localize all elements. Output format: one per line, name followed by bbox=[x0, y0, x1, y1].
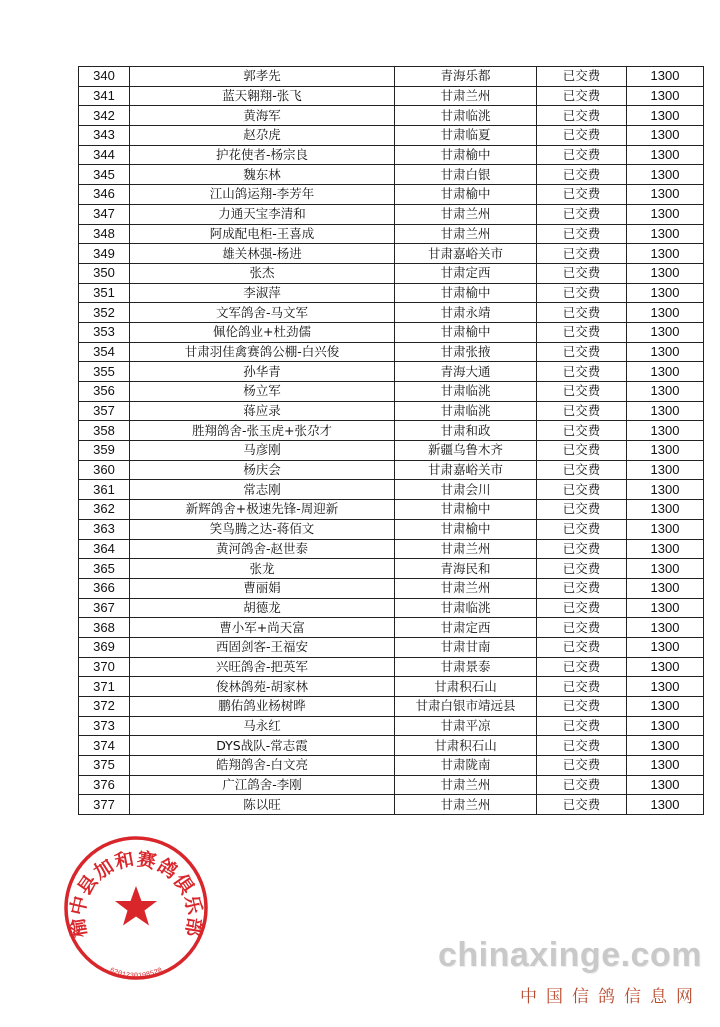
cell-fee-amount: 1300 bbox=[627, 145, 704, 165]
cell-row-number: 351 bbox=[79, 283, 130, 303]
cell-payment-status: 已交费 bbox=[537, 598, 627, 618]
cell-region: 甘肃会川 bbox=[395, 480, 537, 500]
cell-fee-amount: 1300 bbox=[627, 126, 704, 146]
cell-region: 甘肃兰州 bbox=[395, 578, 537, 598]
cell-fee-amount: 1300 bbox=[627, 637, 704, 657]
table-row bbox=[79, 736, 704, 756]
table-row bbox=[79, 480, 704, 500]
watermark-site-name: 中国信鸽信息网 bbox=[520, 987, 702, 1007]
cell-fee-amount: 1300 bbox=[627, 618, 704, 638]
cell-region: 甘肃积石山 bbox=[395, 677, 537, 697]
cell-region: 甘肃甘南 bbox=[395, 637, 537, 657]
cell-row-number: 373 bbox=[79, 716, 130, 736]
cell-region: 甘肃临夏 bbox=[395, 126, 537, 146]
cell-region: 甘肃积石山 bbox=[395, 736, 537, 756]
cell-member-name: 杨立军 bbox=[130, 382, 395, 402]
cell-row-number: 359 bbox=[79, 441, 130, 461]
table-row bbox=[79, 283, 704, 303]
table-row bbox=[79, 382, 704, 402]
table-row bbox=[79, 677, 704, 697]
cell-fee-amount: 1300 bbox=[627, 598, 704, 618]
table-row bbox=[79, 441, 704, 461]
cell-region: 青海乐都 bbox=[395, 67, 537, 87]
cell-fee-amount: 1300 bbox=[627, 500, 704, 520]
seal-code: 6201230108520 bbox=[108, 966, 164, 981]
cell-region: 甘肃兰州 bbox=[395, 539, 537, 559]
table-row bbox=[79, 204, 704, 224]
cell-row-number: 349 bbox=[79, 244, 130, 264]
table-row bbox=[79, 145, 704, 165]
cell-row-number: 369 bbox=[79, 637, 130, 657]
cell-payment-status: 已交费 bbox=[537, 736, 627, 756]
seal-club-name: 榆中县加和赛鸽俱乐部 bbox=[66, 848, 206, 940]
cell-region: 甘肃张掖 bbox=[395, 342, 537, 362]
cell-member-name: 皓翔鸽舍-白文亮 bbox=[130, 756, 395, 776]
cell-region: 青海民和 bbox=[395, 559, 537, 579]
cell-payment-status: 已交费 bbox=[537, 539, 627, 559]
seal-star-icon bbox=[115, 886, 157, 926]
cell-payment-status: 已交费 bbox=[537, 106, 627, 126]
cell-region: 甘肃兰州 bbox=[395, 86, 537, 106]
cell-member-name: 笑鸟腾之达-蒋佰文 bbox=[130, 519, 395, 539]
cell-member-name: 文军鸽舍-马文军 bbox=[130, 303, 395, 323]
cell-fee-amount: 1300 bbox=[627, 185, 704, 205]
table-row bbox=[79, 86, 704, 106]
cell-region: 甘肃临洮 bbox=[395, 401, 537, 421]
cell-row-number: 340 bbox=[79, 67, 130, 87]
cell-member-name: 杨庆会 bbox=[130, 460, 395, 480]
cell-row-number: 347 bbox=[79, 204, 130, 224]
table-row bbox=[79, 342, 704, 362]
cell-payment-status: 已交费 bbox=[537, 86, 627, 106]
cell-payment-status: 已交费 bbox=[537, 303, 627, 323]
cell-fee-amount: 1300 bbox=[627, 283, 704, 303]
cell-member-name: 鹏佑鸽业杨树晔 bbox=[130, 697, 395, 717]
cell-fee-amount: 1300 bbox=[627, 303, 704, 323]
table-row bbox=[79, 106, 704, 126]
table-row bbox=[79, 165, 704, 185]
cell-member-name: 孙华青 bbox=[130, 362, 395, 382]
cell-payment-status: 已交费 bbox=[537, 382, 627, 402]
cell-fee-amount: 1300 bbox=[627, 697, 704, 717]
cell-payment-status: 已交费 bbox=[537, 677, 627, 697]
cell-payment-status: 已交费 bbox=[537, 224, 627, 244]
cell-row-number: 361 bbox=[79, 480, 130, 500]
cell-region: 甘肃白银 bbox=[395, 165, 537, 185]
cell-fee-amount: 1300 bbox=[627, 795, 704, 815]
cell-row-number: 368 bbox=[79, 618, 130, 638]
cell-payment-status: 已交费 bbox=[537, 480, 627, 500]
table-row bbox=[79, 421, 704, 441]
cell-fee-amount: 1300 bbox=[627, 578, 704, 598]
table-row bbox=[79, 303, 704, 323]
cell-region: 甘肃陇南 bbox=[395, 756, 537, 776]
cell-region: 甘肃白银市靖远县 bbox=[395, 697, 537, 717]
cell-payment-status: 已交费 bbox=[537, 421, 627, 441]
cell-member-name: DYS战队-常志霞 bbox=[130, 736, 395, 756]
cell-member-name: 江山鸽运翔-李芳年 bbox=[130, 185, 395, 205]
table-row bbox=[79, 460, 704, 480]
cell-member-name: 广江鸽舍-李刚 bbox=[130, 775, 395, 795]
cell-payment-status: 已交费 bbox=[537, 756, 627, 776]
cell-member-name: 黄海军 bbox=[130, 106, 395, 126]
cell-payment-status: 已交费 bbox=[537, 185, 627, 205]
cell-fee-amount: 1300 bbox=[627, 244, 704, 264]
cell-member-name: 魏东林 bbox=[130, 165, 395, 185]
cell-payment-status: 已交费 bbox=[537, 559, 627, 579]
cell-row-number: 365 bbox=[79, 559, 130, 579]
cell-region: 甘肃榆中 bbox=[395, 322, 537, 342]
cell-region: 甘肃定西 bbox=[395, 618, 537, 638]
cell-row-number: 348 bbox=[79, 224, 130, 244]
cell-payment-status: 已交费 bbox=[537, 716, 627, 736]
cell-member-name: 胡德龙 bbox=[130, 598, 395, 618]
cell-fee-amount: 1300 bbox=[627, 204, 704, 224]
cell-row-number: 344 bbox=[79, 145, 130, 165]
table-row bbox=[79, 795, 704, 815]
cell-fee-amount: 1300 bbox=[627, 362, 704, 382]
cell-payment-status: 已交费 bbox=[537, 342, 627, 362]
cell-fee-amount: 1300 bbox=[627, 559, 704, 579]
cell-region: 甘肃临洮 bbox=[395, 598, 537, 618]
table-row bbox=[79, 67, 704, 87]
club-seal-stamp bbox=[62, 834, 210, 982]
table-row bbox=[79, 716, 704, 736]
table-row bbox=[79, 519, 704, 539]
cell-row-number: 376 bbox=[79, 775, 130, 795]
cell-payment-status: 已交费 bbox=[537, 637, 627, 657]
cell-payment-status: 已交费 bbox=[537, 165, 627, 185]
cell-member-name: 张龙 bbox=[130, 559, 395, 579]
cell-member-name: 郭孝先 bbox=[130, 67, 395, 87]
cell-member-name: 常志刚 bbox=[130, 480, 395, 500]
cell-payment-status: 已交费 bbox=[537, 500, 627, 520]
cell-payment-status: 已交费 bbox=[537, 618, 627, 638]
cell-row-number: 346 bbox=[79, 185, 130, 205]
cell-region: 甘肃永靖 bbox=[395, 303, 537, 323]
cell-payment-status: 已交费 bbox=[537, 657, 627, 677]
cell-row-number: 355 bbox=[79, 362, 130, 382]
cell-region: 甘肃兰州 bbox=[395, 204, 537, 224]
cell-member-name: 李淑萍 bbox=[130, 283, 395, 303]
cell-row-number: 371 bbox=[79, 677, 130, 697]
cell-region: 甘肃定西 bbox=[395, 263, 537, 283]
cell-region: 甘肃榆中 bbox=[395, 500, 537, 520]
cell-fee-amount: 1300 bbox=[627, 86, 704, 106]
cell-row-number: 358 bbox=[79, 421, 130, 441]
cell-row-number: 366 bbox=[79, 578, 130, 598]
cell-row-number: 374 bbox=[79, 736, 130, 756]
table-row bbox=[79, 401, 704, 421]
cell-fee-amount: 1300 bbox=[627, 106, 704, 126]
cell-fee-amount: 1300 bbox=[627, 441, 704, 461]
cell-row-number: 372 bbox=[79, 697, 130, 717]
table-row bbox=[79, 775, 704, 795]
cell-member-name: 阿成配电柜-王喜成 bbox=[130, 224, 395, 244]
cell-member-name: 胜翔鸽舍-张玉虎+张尕才 bbox=[130, 421, 395, 441]
cell-row-number: 375 bbox=[79, 756, 130, 776]
cell-row-number: 342 bbox=[79, 106, 130, 126]
cell-member-name: 黄河鸽舍-赵世泰 bbox=[130, 539, 395, 559]
cell-fee-amount: 1300 bbox=[627, 657, 704, 677]
cell-fee-amount: 1300 bbox=[627, 263, 704, 283]
cell-fee-amount: 1300 bbox=[627, 775, 704, 795]
cell-payment-status: 已交费 bbox=[537, 775, 627, 795]
cell-region: 甘肃平凉 bbox=[395, 716, 537, 736]
cell-member-name: 赵尕虎 bbox=[130, 126, 395, 146]
cell-payment-status: 已交费 bbox=[537, 126, 627, 146]
table-row bbox=[79, 539, 704, 559]
cell-member-name: 曹丽娟 bbox=[130, 578, 395, 598]
table-body bbox=[79, 67, 704, 815]
cell-row-number: 360 bbox=[79, 460, 130, 480]
cell-payment-status: 已交费 bbox=[537, 401, 627, 421]
cell-region: 甘肃榆中 bbox=[395, 519, 537, 539]
cell-region: 新疆乌鲁木齐 bbox=[395, 441, 537, 461]
cell-region: 甘肃榆中 bbox=[395, 185, 537, 205]
table-row bbox=[79, 322, 704, 342]
cell-row-number: 356 bbox=[79, 382, 130, 402]
table-row bbox=[79, 362, 704, 382]
cell-payment-status: 已交费 bbox=[537, 362, 627, 382]
cell-payment-status: 已交费 bbox=[537, 204, 627, 224]
cell-region: 青海大通 bbox=[395, 362, 537, 382]
table-row bbox=[79, 224, 704, 244]
table-row bbox=[79, 756, 704, 776]
table-row bbox=[79, 697, 704, 717]
cell-payment-status: 已交费 bbox=[537, 519, 627, 539]
cell-member-name: 俊林鸽苑-胡家林 bbox=[130, 677, 395, 697]
cell-fee-amount: 1300 bbox=[627, 342, 704, 362]
cell-payment-status: 已交费 bbox=[537, 795, 627, 815]
cell-fee-amount: 1300 bbox=[627, 736, 704, 756]
cell-fee-amount: 1300 bbox=[627, 716, 704, 736]
cell-fee-amount: 1300 bbox=[627, 322, 704, 342]
table-row bbox=[79, 598, 704, 618]
cell-member-name: 新辉鸽舍+极速先锋-周迎新 bbox=[130, 500, 395, 520]
cell-row-number: 343 bbox=[79, 126, 130, 146]
table-row bbox=[79, 637, 704, 657]
cell-region: 甘肃临洮 bbox=[395, 106, 537, 126]
cell-fee-amount: 1300 bbox=[627, 165, 704, 185]
cell-payment-status: 已交费 bbox=[537, 697, 627, 717]
cell-fee-amount: 1300 bbox=[627, 480, 704, 500]
cell-region: 甘肃兰州 bbox=[395, 224, 537, 244]
cell-fee-amount: 1300 bbox=[627, 401, 704, 421]
cell-member-name: 陈以旺 bbox=[130, 795, 395, 815]
cell-row-number: 352 bbox=[79, 303, 130, 323]
cell-region: 甘肃景泰 bbox=[395, 657, 537, 677]
cell-row-number: 354 bbox=[79, 342, 130, 362]
cell-fee-amount: 1300 bbox=[627, 382, 704, 402]
cell-fee-amount: 1300 bbox=[627, 519, 704, 539]
cell-fee-amount: 1300 bbox=[627, 756, 704, 776]
table-row bbox=[79, 263, 704, 283]
table-row bbox=[79, 500, 704, 520]
table-row bbox=[79, 559, 704, 579]
cell-payment-status: 已交费 bbox=[537, 244, 627, 264]
cell-row-number: 367 bbox=[79, 598, 130, 618]
cell-region: 甘肃兰州 bbox=[395, 775, 537, 795]
cell-fee-amount: 1300 bbox=[627, 67, 704, 87]
registration-table bbox=[78, 66, 704, 815]
cell-member-name: 张杰 bbox=[130, 263, 395, 283]
cell-region: 甘肃临洮 bbox=[395, 382, 537, 402]
cell-fee-amount: 1300 bbox=[627, 460, 704, 480]
cell-member-name: 蒋应录 bbox=[130, 401, 395, 421]
cell-member-name: 力通天宝李清和 bbox=[130, 204, 395, 224]
cell-row-number: 362 bbox=[79, 500, 130, 520]
cell-row-number: 341 bbox=[79, 86, 130, 106]
cell-member-name: 雄关林强-杨进 bbox=[130, 244, 395, 264]
cell-row-number: 364 bbox=[79, 539, 130, 559]
cell-region: 甘肃兰州 bbox=[395, 795, 537, 815]
cell-member-name: 护花使者-杨宗良 bbox=[130, 145, 395, 165]
cell-member-name: 兴旺鸽舍-把英军 bbox=[130, 657, 395, 677]
cell-row-number: 350 bbox=[79, 263, 130, 283]
table-row bbox=[79, 126, 704, 146]
cell-member-name: 西固剑客-王福安 bbox=[130, 637, 395, 657]
cell-row-number: 363 bbox=[79, 519, 130, 539]
cell-payment-status: 已交费 bbox=[537, 578, 627, 598]
cell-payment-status: 已交费 bbox=[537, 441, 627, 461]
cell-row-number: 353 bbox=[79, 322, 130, 342]
cell-member-name: 马永红 bbox=[130, 716, 395, 736]
cell-fee-amount: 1300 bbox=[627, 421, 704, 441]
cell-row-number: 377 bbox=[79, 795, 130, 815]
cell-member-name: 甘肃羽佳禽赛鸽公棚-白兴俊 bbox=[130, 342, 395, 362]
cell-member-name: 曹小军+尚天富 bbox=[130, 618, 395, 638]
cell-member-name: 佩伦鸽业+杜劲儒 bbox=[130, 322, 395, 342]
cell-payment-status: 已交费 bbox=[537, 322, 627, 342]
cell-payment-status: 已交费 bbox=[537, 67, 627, 87]
cell-fee-amount: 1300 bbox=[627, 224, 704, 244]
table-row bbox=[79, 618, 704, 638]
cell-region: 甘肃嘉峪关市 bbox=[395, 244, 537, 264]
cell-member-name: 马彦刚 bbox=[130, 441, 395, 461]
cell-fee-amount: 1300 bbox=[627, 539, 704, 559]
cell-payment-status: 已交费 bbox=[537, 460, 627, 480]
table-row bbox=[79, 244, 704, 264]
table-row bbox=[79, 185, 704, 205]
cell-region: 甘肃榆中 bbox=[395, 145, 537, 165]
cell-region: 甘肃榆中 bbox=[395, 283, 537, 303]
cell-payment-status: 已交费 bbox=[537, 145, 627, 165]
cell-region: 甘肃嘉峪关市 bbox=[395, 460, 537, 480]
cell-row-number: 370 bbox=[79, 657, 130, 677]
cell-payment-status: 已交费 bbox=[537, 283, 627, 303]
cell-payment-status: 已交费 bbox=[537, 263, 627, 283]
watermark-site-domain: chinaxinge.com bbox=[438, 936, 702, 974]
cell-row-number: 357 bbox=[79, 401, 130, 421]
registration-table-container bbox=[78, 66, 704, 815]
cell-fee-amount: 1300 bbox=[627, 677, 704, 697]
table-row bbox=[79, 657, 704, 677]
cell-row-number: 345 bbox=[79, 165, 130, 185]
table-row bbox=[79, 578, 704, 598]
cell-member-name: 蓝天翱翔-张飞 bbox=[130, 86, 395, 106]
cell-region: 甘肃和政 bbox=[395, 421, 537, 441]
